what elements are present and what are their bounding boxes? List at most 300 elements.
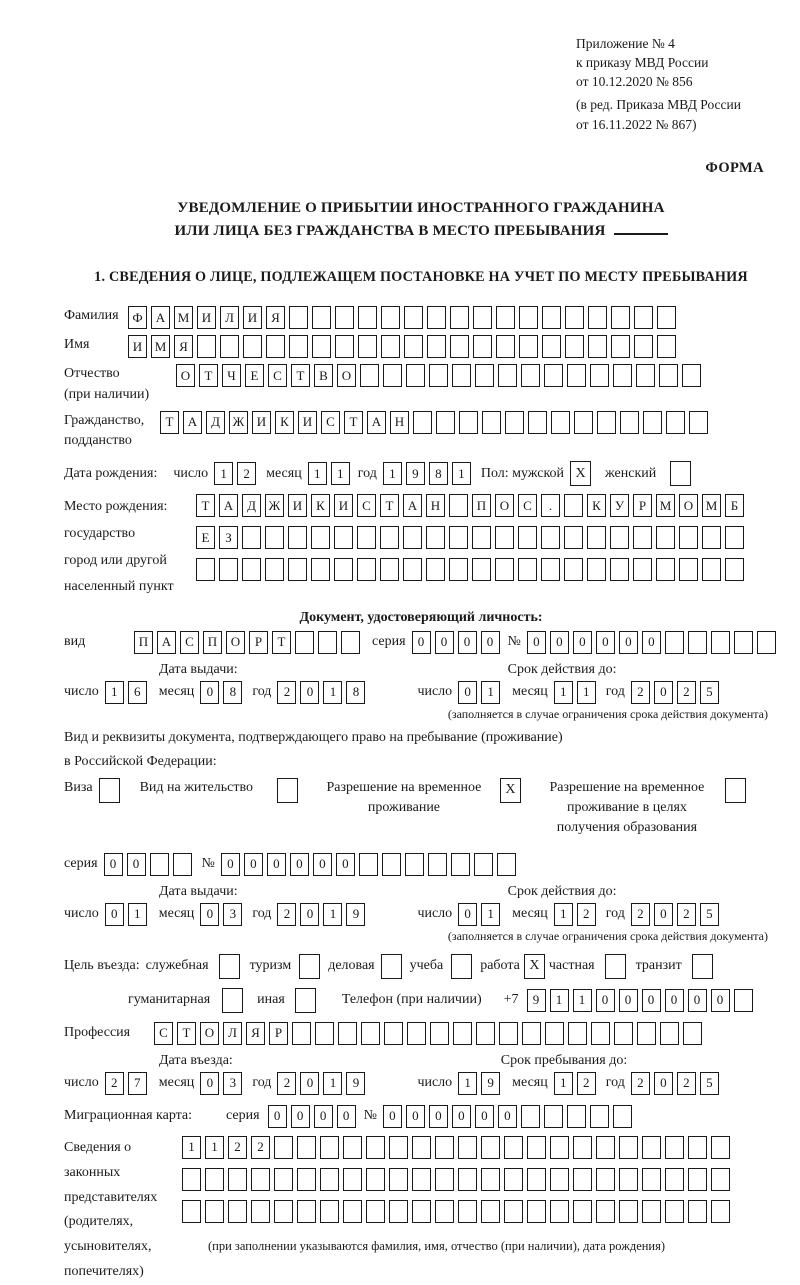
char-box[interactable]: 0 <box>654 903 673 926</box>
char-box[interactable]: 0 <box>290 853 309 876</box>
char-box[interactable] <box>656 558 675 581</box>
char-box[interactable]: Т <box>291 364 310 387</box>
char-box[interactable] <box>550 1200 569 1223</box>
char-box[interactable] <box>551 411 570 434</box>
char-box[interactable] <box>666 411 685 434</box>
char-box[interactable]: 0 <box>429 1105 448 1128</box>
char-box[interactable] <box>711 1200 730 1223</box>
char-box[interactable] <box>702 526 721 549</box>
char-box[interactable]: 0 <box>688 989 707 1012</box>
purpose-other-checkbox[interactable] <box>295 988 316 1013</box>
char-box[interactable] <box>405 853 424 876</box>
char-box[interactable] <box>312 306 331 329</box>
char-box[interactable] <box>289 335 308 358</box>
char-box[interactable] <box>289 306 308 329</box>
char-box[interactable]: 1 <box>481 903 500 926</box>
char-box[interactable] <box>274 1200 293 1223</box>
char-box[interactable]: Т <box>177 1022 196 1045</box>
char-box[interactable] <box>343 1136 362 1159</box>
char-box[interactable]: 0 <box>337 1105 356 1128</box>
char-box[interactable] <box>495 558 514 581</box>
char-box[interactable]: 0 <box>314 1105 333 1128</box>
char-box[interactable]: 5 <box>700 903 719 926</box>
char-box[interactable] <box>642 1136 661 1159</box>
char-box[interactable]: 2 <box>677 903 696 926</box>
char-box[interactable] <box>334 526 353 549</box>
char-box[interactable]: 1 <box>323 681 342 704</box>
char-box[interactable]: 0 <box>200 681 219 704</box>
char-box[interactable]: 1 <box>105 681 124 704</box>
char-box[interactable]: 0 <box>458 903 477 926</box>
char-box[interactable]: О <box>200 1022 219 1045</box>
char-box[interactable] <box>573 1168 592 1191</box>
char-box[interactable] <box>541 558 560 581</box>
char-box[interactable]: С <box>268 364 287 387</box>
char-box[interactable] <box>734 989 753 1012</box>
char-box[interactable] <box>430 1022 449 1045</box>
char-box[interactable]: 6 <box>128 681 147 704</box>
char-box[interactable] <box>459 411 478 434</box>
char-box[interactable] <box>243 335 262 358</box>
char-box[interactable] <box>449 558 468 581</box>
char-box[interactable] <box>242 526 261 549</box>
char-box[interactable] <box>288 558 307 581</box>
char-box[interactable]: 2 <box>577 903 596 926</box>
char-box[interactable] <box>518 526 537 549</box>
char-box[interactable] <box>357 558 376 581</box>
char-box[interactable]: 2 <box>228 1136 247 1159</box>
char-box[interactable] <box>472 526 491 549</box>
char-box[interactable] <box>611 335 630 358</box>
char-box[interactable] <box>274 1168 293 1191</box>
char-box[interactable]: 0 <box>642 989 661 1012</box>
char-box[interactable] <box>412 1168 431 1191</box>
char-box[interactable] <box>550 1136 569 1159</box>
char-box[interactable]: Т <box>344 411 363 434</box>
char-box[interactable] <box>596 1136 615 1159</box>
char-box[interactable] <box>619 1200 638 1223</box>
char-box[interactable] <box>474 853 493 876</box>
char-box[interactable]: Я <box>266 306 285 329</box>
char-box[interactable]: 1 <box>577 681 596 704</box>
char-box[interactable] <box>449 494 468 517</box>
char-box[interactable] <box>542 306 561 329</box>
char-box[interactable]: И <box>243 306 262 329</box>
char-box[interactable] <box>318 631 337 654</box>
char-box[interactable] <box>643 411 662 434</box>
char-box[interactable]: А <box>219 494 238 517</box>
char-box[interactable]: 0 <box>104 853 123 876</box>
char-box[interactable]: М <box>656 494 675 517</box>
char-box[interactable]: П <box>472 494 491 517</box>
char-box[interactable] <box>620 411 639 434</box>
char-box[interactable] <box>436 411 455 434</box>
char-box[interactable]: 1 <box>554 681 573 704</box>
char-box[interactable] <box>366 1200 385 1223</box>
char-box[interactable] <box>381 306 400 329</box>
char-box[interactable] <box>197 335 216 358</box>
char-box[interactable] <box>458 1136 477 1159</box>
char-box[interactable]: 0 <box>481 631 500 654</box>
char-box[interactable]: 1 <box>323 903 342 926</box>
char-box[interactable]: 8 <box>223 681 242 704</box>
char-box[interactable] <box>412 1200 431 1223</box>
char-box[interactable] <box>338 1022 357 1045</box>
char-box[interactable] <box>660 1022 679 1045</box>
char-box[interactable] <box>288 526 307 549</box>
char-box[interactable] <box>702 558 721 581</box>
char-box[interactable] <box>406 364 425 387</box>
char-box[interactable] <box>472 558 491 581</box>
char-box[interactable]: Е <box>245 364 264 387</box>
char-box[interactable]: 0 <box>458 681 477 704</box>
char-box[interactable] <box>297 1136 316 1159</box>
char-box[interactable]: Т <box>160 411 179 434</box>
char-box[interactable]: 0 <box>313 853 332 876</box>
char-box[interactable]: А <box>151 306 170 329</box>
char-box[interactable] <box>679 526 698 549</box>
char-box[interactable] <box>527 1200 546 1223</box>
char-box[interactable] <box>380 558 399 581</box>
char-box[interactable] <box>452 364 471 387</box>
char-box[interactable] <box>619 1168 638 1191</box>
char-box[interactable] <box>634 306 653 329</box>
char-box[interactable] <box>518 558 537 581</box>
char-box[interactable]: 1 <box>554 903 573 926</box>
char-box[interactable] <box>403 558 422 581</box>
char-box[interactable]: 9 <box>481 1072 500 1095</box>
char-box[interactable] <box>521 1105 540 1128</box>
char-box[interactable] <box>182 1200 201 1223</box>
char-box[interactable] <box>381 335 400 358</box>
char-box[interactable] <box>614 1022 633 1045</box>
char-box[interactable]: 8 <box>429 462 448 485</box>
char-box[interactable]: Н <box>426 494 445 517</box>
char-box[interactable]: 1 <box>214 462 233 485</box>
char-box[interactable] <box>473 335 492 358</box>
char-box[interactable]: 0 <box>221 853 240 876</box>
char-box[interactable] <box>665 1136 684 1159</box>
residence-permit-checkbox[interactable] <box>277 778 298 803</box>
char-box[interactable]: А <box>157 631 176 654</box>
char-box[interactable] <box>150 853 169 876</box>
char-box[interactable] <box>297 1168 316 1191</box>
char-box[interactable]: 9 <box>346 1072 365 1095</box>
char-box[interactable] <box>565 306 584 329</box>
char-box[interactable]: 2 <box>277 903 296 926</box>
char-box[interactable] <box>265 558 284 581</box>
char-box[interactable] <box>357 526 376 549</box>
char-box[interactable] <box>220 335 239 358</box>
char-box[interactable]: 0 <box>711 989 730 1012</box>
purpose-humanitarian-checkbox[interactable] <box>222 988 243 1013</box>
char-box[interactable]: Л <box>223 1022 242 1045</box>
char-box[interactable]: 0 <box>654 681 673 704</box>
char-box[interactable] <box>341 631 360 654</box>
char-box[interactable]: 0 <box>596 631 615 654</box>
char-box[interactable] <box>458 1168 477 1191</box>
char-box[interactable]: У <box>610 494 629 517</box>
char-box[interactable]: С <box>154 1022 173 1045</box>
char-box[interactable]: Т <box>380 494 399 517</box>
char-box[interactable] <box>573 1136 592 1159</box>
char-box[interactable] <box>475 364 494 387</box>
char-box[interactable]: С <box>518 494 537 517</box>
char-box[interactable] <box>458 1200 477 1223</box>
char-box[interactable]: 2 <box>631 1072 650 1095</box>
char-box[interactable]: Т <box>272 631 291 654</box>
purpose-business-checkbox[interactable] <box>381 954 402 979</box>
char-box[interactable] <box>610 558 629 581</box>
char-box[interactable] <box>205 1200 224 1223</box>
char-box[interactable] <box>312 335 331 358</box>
char-box[interactable]: 0 <box>127 853 146 876</box>
char-box[interactable]: 5 <box>700 681 719 704</box>
char-box[interactable]: 1 <box>128 903 147 926</box>
char-box[interactable] <box>242 558 261 581</box>
char-box[interactable]: 5 <box>700 1072 719 1095</box>
char-box[interactable] <box>495 526 514 549</box>
char-box[interactable] <box>366 1136 385 1159</box>
char-box[interactable] <box>541 526 560 549</box>
char-box[interactable]: 0 <box>300 903 319 926</box>
char-box[interactable] <box>435 1136 454 1159</box>
char-box[interactable] <box>567 364 586 387</box>
char-box[interactable] <box>610 526 629 549</box>
char-box[interactable] <box>688 1200 707 1223</box>
char-box[interactable]: 0 <box>300 1072 319 1095</box>
char-box[interactable]: К <box>311 494 330 517</box>
char-box[interactable]: 1 <box>458 1072 477 1095</box>
char-box[interactable] <box>292 1022 311 1045</box>
purpose-work-checkbox[interactable]: X <box>524 954 545 979</box>
char-box[interactable] <box>428 853 447 876</box>
char-box[interactable] <box>613 1105 632 1128</box>
char-box[interactable] <box>435 1200 454 1223</box>
char-box[interactable] <box>527 1136 546 1159</box>
char-box[interactable]: 9 <box>406 462 425 485</box>
char-box[interactable] <box>182 1168 201 1191</box>
char-box[interactable] <box>588 335 607 358</box>
char-box[interactable]: Л <box>220 306 239 329</box>
char-box[interactable] <box>596 1200 615 1223</box>
char-box[interactable]: 0 <box>573 631 592 654</box>
char-box[interactable] <box>320 1168 339 1191</box>
char-box[interactable]: И <box>252 411 271 434</box>
char-box[interactable] <box>519 306 538 329</box>
char-box[interactable]: 0 <box>268 1105 287 1128</box>
char-box[interactable] <box>228 1200 247 1223</box>
char-box[interactable] <box>435 1168 454 1191</box>
char-box[interactable] <box>407 1022 426 1045</box>
char-box[interactable]: 8 <box>346 681 365 704</box>
char-box[interactable] <box>297 1200 316 1223</box>
char-box[interactable]: О <box>337 364 356 387</box>
char-box[interactable] <box>173 853 192 876</box>
char-box[interactable] <box>384 1022 403 1045</box>
char-box[interactable]: А <box>403 494 422 517</box>
char-box[interactable] <box>295 631 314 654</box>
char-box[interactable]: 1 <box>383 462 402 485</box>
char-box[interactable]: 1 <box>573 989 592 1012</box>
char-box[interactable] <box>504 1136 523 1159</box>
char-box[interactable] <box>521 364 540 387</box>
char-box[interactable]: Р <box>633 494 652 517</box>
char-box[interactable] <box>504 1168 523 1191</box>
char-box[interactable]: 0 <box>200 1072 219 1095</box>
char-box[interactable] <box>228 1168 247 1191</box>
char-box[interactable] <box>688 1136 707 1159</box>
char-box[interactable] <box>251 1168 270 1191</box>
purpose-tourism-checkbox[interactable] <box>299 954 320 979</box>
char-box[interactable] <box>636 364 655 387</box>
char-box[interactable] <box>522 1022 541 1045</box>
char-box[interactable]: 0 <box>527 631 546 654</box>
char-box[interactable] <box>499 1022 518 1045</box>
char-box[interactable] <box>426 526 445 549</box>
char-box[interactable]: 0 <box>619 631 638 654</box>
char-box[interactable]: И <box>288 494 307 517</box>
char-box[interactable]: З <box>219 526 238 549</box>
char-box[interactable] <box>567 1105 586 1128</box>
char-box[interactable]: 0 <box>596 989 615 1012</box>
char-box[interactable] <box>389 1136 408 1159</box>
char-box[interactable]: 0 <box>244 853 263 876</box>
char-box[interactable] <box>481 1136 500 1159</box>
char-box[interactable]: 0 <box>642 631 661 654</box>
char-box[interactable]: 0 <box>412 631 431 654</box>
char-box[interactable]: 0 <box>291 1105 310 1128</box>
char-box[interactable] <box>568 1022 587 1045</box>
char-box[interactable] <box>711 631 730 654</box>
purpose-private-checkbox[interactable] <box>605 954 626 979</box>
char-box[interactable] <box>637 1022 656 1045</box>
char-box[interactable] <box>320 1136 339 1159</box>
char-box[interactable]: 0 <box>383 1105 402 1128</box>
char-box[interactable] <box>358 306 377 329</box>
char-box[interactable] <box>498 364 517 387</box>
char-box[interactable]: 0 <box>654 1072 673 1095</box>
char-box[interactable] <box>665 631 684 654</box>
char-box[interactable] <box>205 1168 224 1191</box>
char-box[interactable] <box>389 1168 408 1191</box>
char-box[interactable]: 1 <box>554 1072 573 1095</box>
char-box[interactable]: 1 <box>323 1072 342 1095</box>
char-box[interactable] <box>574 411 593 434</box>
char-box[interactable]: Я <box>174 335 193 358</box>
char-box[interactable] <box>473 306 492 329</box>
char-box[interactable] <box>315 1022 334 1045</box>
char-box[interactable]: 0 <box>550 631 569 654</box>
purpose-official-checkbox[interactable] <box>219 954 240 979</box>
char-box[interactable]: Ф <box>128 306 147 329</box>
char-box[interactable] <box>496 335 515 358</box>
char-box[interactable] <box>597 411 616 434</box>
char-box[interactable] <box>476 1022 495 1045</box>
char-box[interactable] <box>590 364 609 387</box>
char-box[interactable] <box>613 364 632 387</box>
char-box[interactable]: 2 <box>237 462 256 485</box>
char-box[interactable]: Н <box>390 411 409 434</box>
char-box[interactable] <box>403 526 422 549</box>
char-box[interactable]: 0 <box>267 853 286 876</box>
char-box[interactable]: Е <box>196 526 215 549</box>
char-box[interactable] <box>251 1200 270 1223</box>
char-box[interactable]: 2 <box>677 681 696 704</box>
char-box[interactable]: Б <box>725 494 744 517</box>
char-box[interactable]: 0 <box>200 903 219 926</box>
char-box[interactable]: 2 <box>277 1072 296 1095</box>
char-box[interactable] <box>544 364 563 387</box>
char-box[interactable] <box>550 1168 569 1191</box>
char-box[interactable] <box>587 558 606 581</box>
char-box[interactable] <box>564 526 583 549</box>
char-box[interactable]: . <box>541 494 560 517</box>
char-box[interactable]: И <box>197 306 216 329</box>
char-box[interactable] <box>382 853 401 876</box>
char-box[interactable]: 3 <box>223 903 242 926</box>
char-box[interactable] <box>497 853 516 876</box>
char-box[interactable]: Ч <box>222 364 241 387</box>
char-box[interactable]: П <box>134 631 153 654</box>
char-box[interactable] <box>311 526 330 549</box>
char-box[interactable] <box>527 1168 546 1191</box>
char-box[interactable]: И <box>334 494 353 517</box>
temp-residence-checkbox[interactable]: X <box>500 778 521 803</box>
char-box[interactable] <box>725 526 744 549</box>
char-box[interactable] <box>504 1200 523 1223</box>
char-box[interactable] <box>711 1168 730 1191</box>
char-box[interactable] <box>657 335 676 358</box>
char-box[interactable]: 2 <box>631 903 650 926</box>
char-box[interactable] <box>587 526 606 549</box>
char-box[interactable] <box>657 306 676 329</box>
char-box[interactable] <box>505 411 524 434</box>
char-box[interactable] <box>426 558 445 581</box>
char-box[interactable]: 9 <box>527 989 546 1012</box>
char-box[interactable] <box>266 335 285 358</box>
char-box[interactable]: 2 <box>105 1072 124 1095</box>
char-box[interactable] <box>688 631 707 654</box>
char-box[interactable]: 0 <box>498 1105 517 1128</box>
char-box[interactable] <box>335 306 354 329</box>
char-box[interactable] <box>545 1022 564 1045</box>
char-box[interactable] <box>679 558 698 581</box>
char-box[interactable] <box>633 526 652 549</box>
char-box[interactable]: 3 <box>223 1072 242 1095</box>
char-box[interactable]: М <box>174 306 193 329</box>
char-box[interactable] <box>335 335 354 358</box>
char-box[interactable]: 0 <box>665 989 684 1012</box>
char-box[interactable]: Д <box>242 494 261 517</box>
char-box[interactable] <box>688 1168 707 1191</box>
char-box[interactable]: 1 <box>182 1136 201 1159</box>
char-box[interactable] <box>360 364 379 387</box>
char-box[interactable]: О <box>176 364 195 387</box>
char-box[interactable] <box>619 1136 638 1159</box>
char-box[interactable] <box>358 335 377 358</box>
char-box[interactable]: 0 <box>336 853 355 876</box>
char-box[interactable] <box>725 558 744 581</box>
purpose-transit-checkbox[interactable] <box>692 954 713 979</box>
char-box[interactable] <box>665 1168 684 1191</box>
char-box[interactable]: О <box>679 494 698 517</box>
char-box[interactable]: 1 <box>308 462 327 485</box>
char-box[interactable] <box>734 631 753 654</box>
char-box[interactable] <box>389 1200 408 1223</box>
char-box[interactable] <box>611 306 630 329</box>
char-box[interactable] <box>320 1200 339 1223</box>
